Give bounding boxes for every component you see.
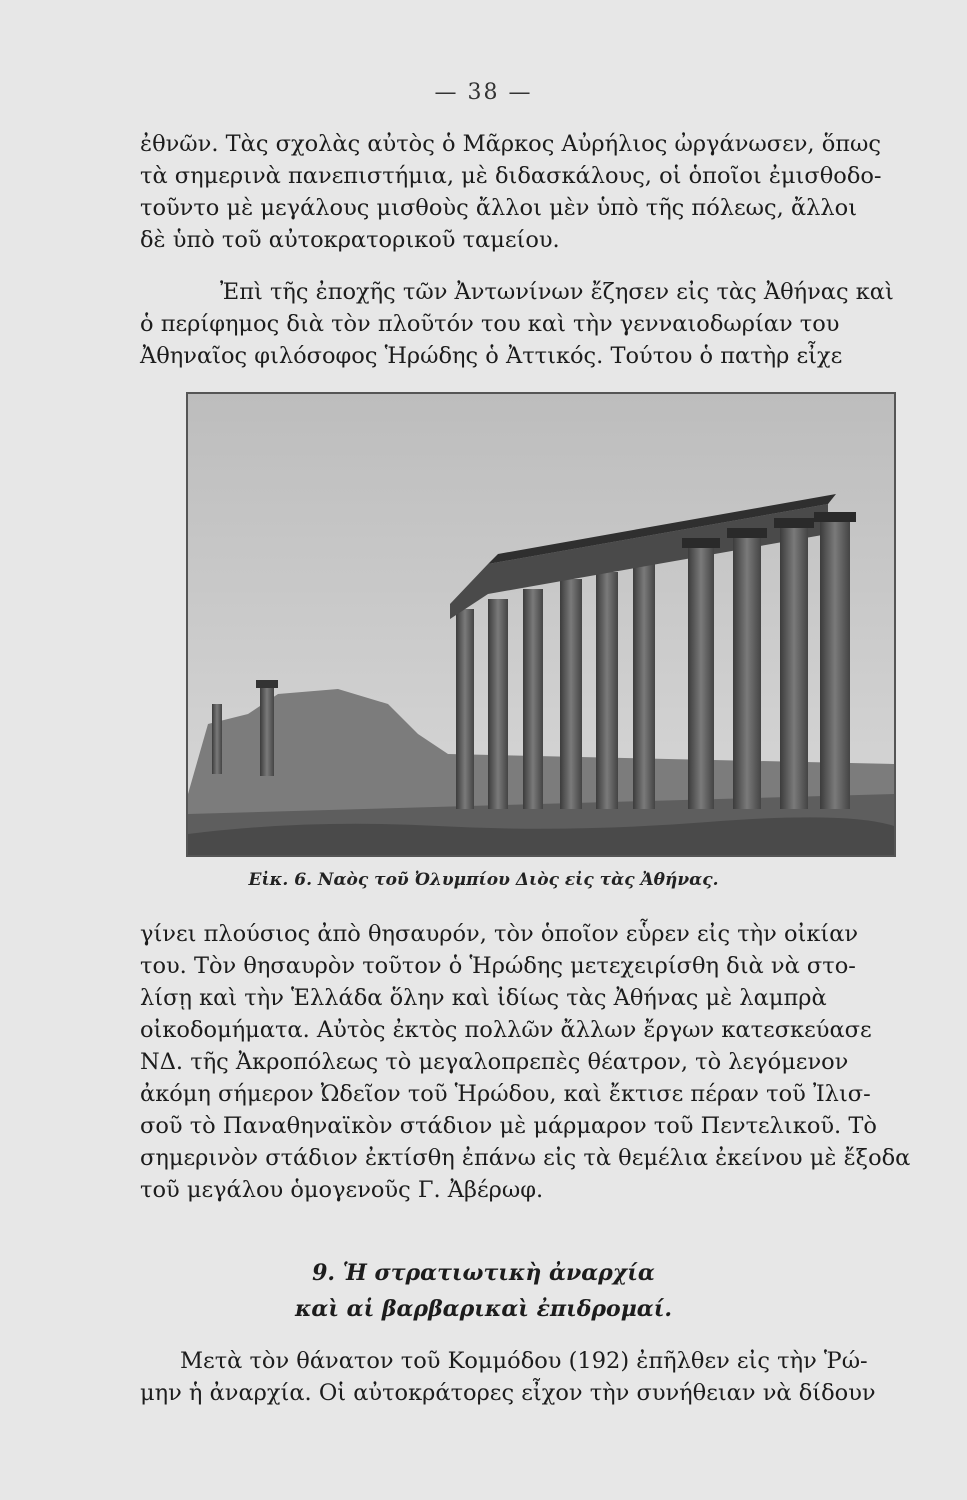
- text-line: ΝΔ. τῆς Ἀκροπόλεως τὸ μεγαλοπρεπὲς θέατρον, τὸ λεγόμενον: [140, 1049, 849, 1075]
- paragraph-2: [140, 276, 930, 372]
- text-line: Μετὰ τὸν θάνατον τοῦ Κομμόδου (192) ἐπῆλθεν εἰς τὴν Ῥώ-: [180, 1348, 868, 1374]
- text-line: δὲ ὑπὸ τοῦ αὐτοκρατορικοῦ ταμείου.: [140, 227, 560, 253]
- section-heading-line-2: καὶ αἱ βαρβαρικαὶ ἐπιδρομαί.: [294, 1296, 673, 1322]
- text-line: τοῦντο μὲ μεγάλους μισθοὺς ἄλλοι μὲν ὑπὸ τῆς πόλεως, ἄλλοι: [140, 195, 858, 221]
- text-line: σημερινὸν στάδιον ἐκτίσθη ἐπάνω εἰς τὰ θεμέλια ἐκείνου μὲ ἔξοδα: [140, 1145, 911, 1171]
- section-heading: [0, 1255, 967, 1327]
- text-line: μην ἡ ἀναρχία. Οἱ αὐτοκράτορες εἶχον τὴν συνήθειαν νὰ δίδουν: [140, 1380, 876, 1406]
- text-line: σοῦ τὸ Παναθηναϊκὸν στάδιον μὲ μάρμαρον τοῦ Πεντελικοῦ. Τὸ: [140, 1113, 877, 1139]
- text-line: γίνει πλούσιος ἀπὸ θησαυρόν, τὸν ὁποῖον εὗρεν εἰς τὴν οἰκίαν: [140, 921, 859, 947]
- text-line: ὁ περίφημος διὰ τὸν πλοῦτόν του καὶ τὴν γενναιοδωρίαν του: [140, 311, 840, 337]
- paragraph-3: [140, 918, 930, 1206]
- paragraph-4: [140, 1345, 930, 1409]
- temple-photograph: [186, 392, 896, 857]
- text-line: τὰ σημερινὰ πανεπιστήμια, μὲ διδασκάλους, οἱ ὁποῖοι ἐμισθοδο-: [140, 163, 882, 189]
- text-line: ἀκόμη σήμερον Ὠδεῖον τοῦ Ἡρώδου, καὶ ἔκτισε πέραν τοῦ Ἰλισ-: [140, 1081, 871, 1107]
- section-heading-line-1: 9. Ἡ στρατιωτικὴ ἀναρχία: [312, 1260, 655, 1286]
- text-line: Ἐπὶ τῆς ἐποχῆς τῶν Ἀντωνίνων ἔζησεν εἰς τὰς Ἀθήνας καὶ: [220, 279, 894, 305]
- text-line: ἐθνῶν. Τὰς σχολὰς αὐτὸς ὁ Μᾶρκος Αὐρήλιος ὠργάνωσεν, ὅπως: [140, 131, 882, 157]
- text-line: λίσῃ καὶ τὴν Ἑλλάδα ὅλην καὶ ἰδίως τὰς Ἀθήνας μὲ λαμπρὰ: [140, 985, 827, 1011]
- temple-of-olympian-zeus-illustration: [188, 394, 894, 855]
- figure-caption: Εἰκ. 6. Ναὸς τοῦ Ὀλυμπίου Διὸς εἰς τὰς Ἀθήνας.: [248, 870, 719, 890]
- page-number: — 38 —: [434, 80, 533, 105]
- text-line: τοῦ μεγάλου ὁμογενοῦς Γ. Ἀβέρωφ.: [140, 1177, 544, 1203]
- paragraph-1: [140, 128, 930, 256]
- text-line: του. Τὸν θησαυρὸν τοῦτον ὁ Ἡρώδης μετεχειρίσθη διὰ νὰ στο-: [140, 953, 856, 979]
- text-line: Ἀθηναῖος φιλόσοφος Ἡρώδης ὁ Ἀττικός. Τούτου ὁ πατὴρ εἶχε: [140, 343, 843, 369]
- text-line: οἰκοδομήματα. Αὐτὸς ἐκτὸς πολλῶν ἄλλων ἔργων κατεσκεύασε: [140, 1017, 872, 1043]
